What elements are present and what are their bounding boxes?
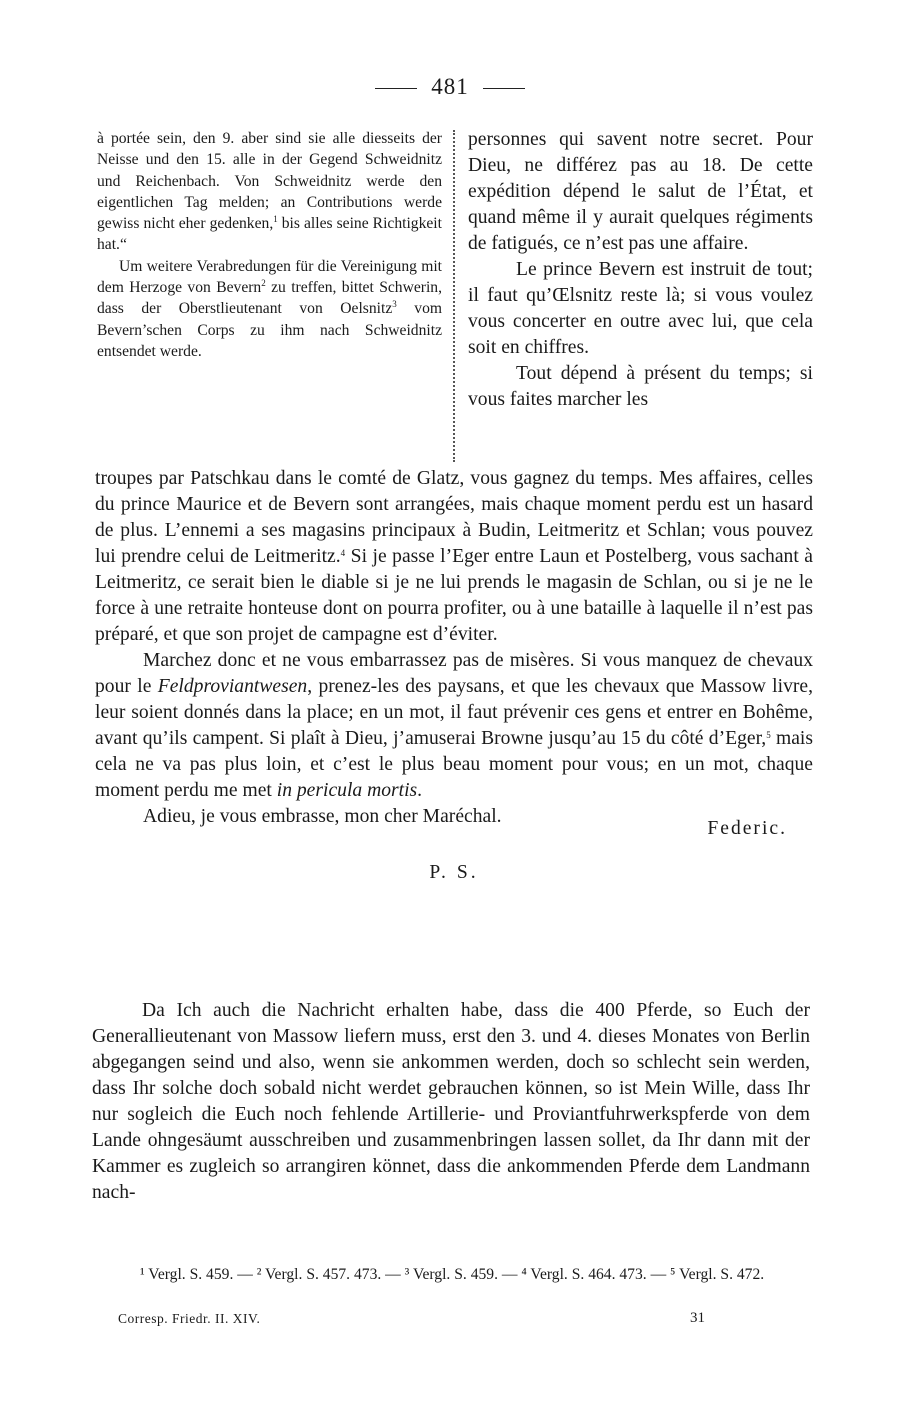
footnotes [90, 1264, 810, 1285]
header-rule-right [483, 88, 525, 89]
left-column-paragraph-1 [97, 128, 442, 256]
header-rule-left [375, 88, 417, 89]
italic-term-feldproviantwesen: Feldproviantwesen [157, 676, 308, 697]
left-text-1-end: bis alles seine Richtigkeit hat.“ [97, 215, 442, 254]
left-text-2c: vom Bevern’schen Corps zu ihm nach Schweidnitz entsendet werde. [97, 300, 442, 360]
body-text-2b: , prenez-les des paysans, et que les chevaux que Massow livre, leur soient donnés dans la place; en un mot, il faut prévenir ces gens et entrer en Bohême, avant qu’ils campent. Si plaît à Dieu, j’amuserai Browne jusqu’au 15 du côté d’Eger, [95, 676, 813, 749]
right-column-paragraph-3: Tout dépend à présent du temps; si vous faites marcher les [468, 363, 813, 410]
footnote-ref-4: 4 [340, 548, 346, 558]
page-header [0, 74, 900, 100]
left-text-2a: Um weitere Verabredungen für die Vereinigung mit dem Herzoge von Bevern [97, 257, 442, 297]
left-column-note [97, 128, 442, 362]
body-paragraph-2 [95, 648, 813, 804]
column-divider [453, 130, 455, 462]
right-column-letter [468, 127, 813, 413]
body-text-2d: . [417, 780, 423, 801]
postscript-paragraph: Da Ich auch die Nachricht erhalten habe, dass die 400 Pferde, so Euch der Generallieutenant von Massow liefern muss, erst den 3. und 4. dieses Monates von Berlin abgegangen seind und also, wenn sie ankommen werden, doch so schlecht sein werden, dass Ihr solche doch sobald nicht werdet gebrauchen können, so ist Mein Wille, dass Ihr nur sogleich die Euch noch fehlende Artillerie- und Proviantfuhrwerkspferde von dem Lande ohngesäumt ausschreiben und zusammenbringen lassen sollet, da Ihr dann mit der Kammer es zugleich so arrangiren könnet, dass die ankommenden Pferde dem Landmann nach- [92, 1000, 810, 1203]
footer-signature-mark: 31 [690, 1310, 705, 1326]
footnote-ref-1: 1 [273, 214, 278, 225]
signature: Federic. [707, 818, 787, 839]
left-column-paragraph-2 [97, 256, 442, 362]
body-paragraph-1 [95, 466, 813, 648]
left-text-1: à portée sein, den 9. aber sind sie alle diesseits der Neisse und den 15. alle in der Gegend Schweidnitz und Reichenbach. Von Schweidnitz werde den eigentlichen Tag melden; an Contributions werde gewiss nicht eher gedenken, [97, 130, 442, 233]
footnote-ref-3: 3 [392, 299, 397, 310]
body-text-2c: mais cela ne va pas plus loin, et c’est le plus beau moment pour vous; en un mot, chaque moment perdu me met [95, 728, 814, 801]
page-number: 481 [431, 74, 469, 99]
left-text-2b: zu treffen, bittet Schwerin, dass der Oberstlieutenant von Oelsnitz [97, 279, 442, 318]
right-column-paragraph-1: personnes qui savent notre secret. Pour Dieu, ne différez pas au 18. De cette expédition dépend le salut de l’État, et quand même il y aurait quelques régiments de fatigués, ce n’est pas une affaire. [468, 129, 813, 254]
footnote-text: ¹ Vergl. S. 459. — ² Vergl. S. 457. 473. — ³ Vergl. S. 459. — ⁴ Vergl. S. 464. 473. — ⁵ Vergl. S. 472. [140, 1266, 765, 1283]
closing-row [95, 804, 813, 858]
postscript-heading: P. S. [429, 862, 479, 883]
footnote-ref-5: 5 [766, 730, 771, 740]
italic-term-pericula-mortis: in pericula mortis [276, 780, 418, 801]
letter-body [95, 466, 813, 896]
right-column-paragraph-2: Le prince Bevern est instruit de tout; il faut qu’Œlsnitz reste là; si vous voulez vous concerter en outre avec lui, que cela soit en chiffres. [468, 259, 813, 358]
footnote-ref-2: 2 [261, 278, 266, 289]
body-text-2a: Marchez donc et ne vous embarrassez pas de misères. Si vous manquez de chevaux pour le [95, 650, 813, 697]
footer-source: Corresp. Friedr. II. XIV. [118, 1311, 261, 1326]
body-text-1b: Si je passe l’Eger entre Laun et Postelberg, vous sachant à Leitmeritz, ce serait bien le diable si je ne lui prends le magasin de Schlan, ou si je ne le force à une retraite honteuse dont on pourra profiter, ou à une bataille à laquelle il n’est pas préparé, et que son projet de campagne est d’éviter. [95, 546, 813, 645]
postscript-body [92, 998, 810, 1206]
body-text-1a: troupes par Patschkau dans le comté de Glatz, vous gagnez du temps. Mes affaires, celles du prince Maurice et de Bevern sont arrangées, mais chaque moment perdu est un hasard de plus. L’ennemi a ses magasins principaux à Budin, Leitmeritz et Schlan; vous pouvez lui prendre celui de Leitmeritz. [95, 468, 813, 567]
closing-line: Adieu, je vous embrasse, mon cher Maréchal. [143, 806, 502, 827]
